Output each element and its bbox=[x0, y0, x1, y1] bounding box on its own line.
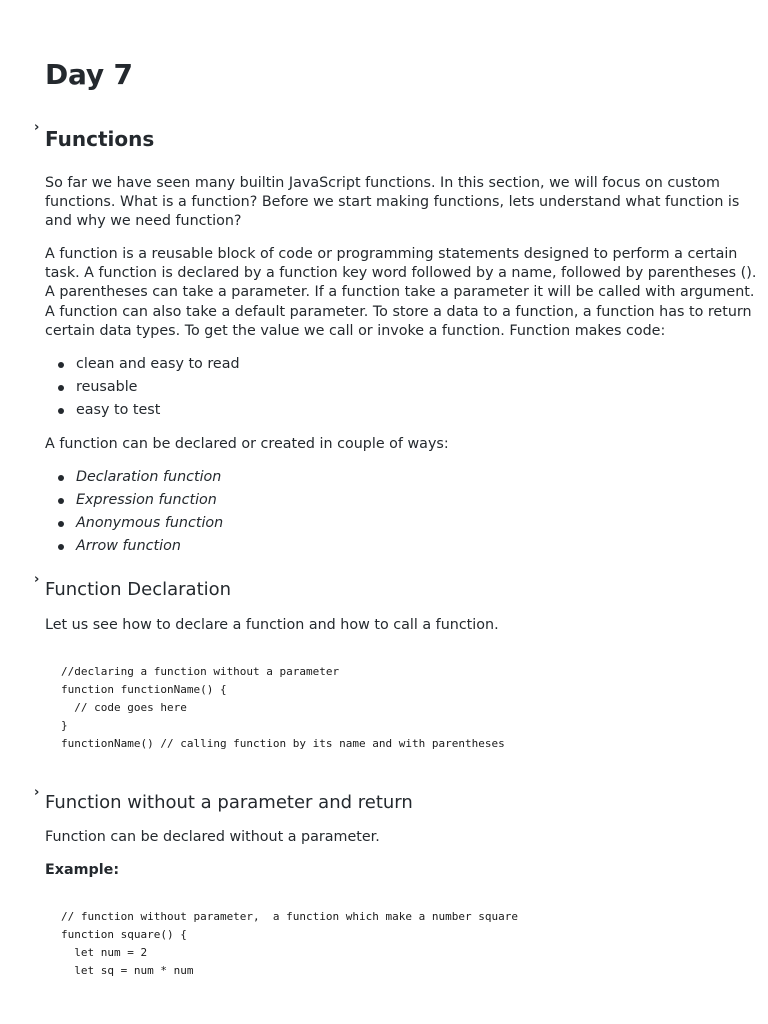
section-heading-functions: Functions bbox=[45, 127, 155, 151]
paragraph-line: A function is a reusable block of code or programming statements designed to perform a certain bbox=[45, 246, 738, 262]
list-item: Arrow function bbox=[45, 535, 223, 558]
list-item: Anonymous function bbox=[45, 512, 223, 535]
list-item: reusable bbox=[45, 376, 240, 399]
page-title: Day 7 bbox=[45, 58, 133, 91]
example-label: Example: bbox=[45, 862, 120, 878]
paragraph-line: A function can also take a default parameter. To store a data to a function, a function has to return bbox=[45, 303, 752, 320]
heading-anchor-link[interactable]: › bbox=[34, 572, 40, 587]
paragraph-line: and why we need function? bbox=[45, 213, 242, 230]
list-item: clean and easy to read bbox=[45, 353, 240, 376]
paragraph-definition bbox=[45, 245, 757, 341]
benefits-list bbox=[45, 353, 240, 422]
heading-anchor-link[interactable]: › bbox=[34, 785, 40, 800]
heading-anchor-link[interactable]: › bbox=[34, 120, 40, 135]
list-item: Declaration function bbox=[45, 466, 223, 489]
paragraph-ways-intro: A function can be declared or created in couple of ways: bbox=[45, 436, 449, 452]
section-heading-function-without-parameter: Function without a parameter and return bbox=[45, 792, 413, 813]
section-heading-function-declaration: Function Declaration bbox=[45, 579, 232, 600]
list-item: Expression function bbox=[45, 489, 223, 512]
paragraph-intro bbox=[45, 174, 740, 232]
code-block-declaration: //declaring a function without a parameter function functionName() { // code goes here } functionName() // calling function by its name and with parentheses bbox=[61, 665, 505, 750]
paragraph-no-param: Function can be declared without a parameter. bbox=[45, 829, 380, 845]
list-item: easy to test bbox=[45, 399, 240, 422]
paragraph-line: task. A function is declared by a function key word followed by a name, followed by parentheses (). bbox=[45, 265, 757, 282]
paragraph-line: functions. What is a function? Before we start making functions, lets understand what function is bbox=[45, 194, 740, 211]
ways-list bbox=[45, 466, 223, 558]
paragraph-line: A parentheses can take a parameter. If a function take a parameter it will be called with argument. bbox=[45, 284, 755, 301]
paragraph-line: certain data types. To get the value we call or invoke a function. Function makes code: bbox=[45, 322, 666, 339]
code-block-square: // function without parameter, a function which make a number square function square() { let num = 2 let sq = num * num bbox=[61, 910, 518, 977]
paragraph-declaration: Let us see how to declare a function and how to call a function. bbox=[45, 617, 499, 633]
paragraph-line: So far we have seen many builtin JavaScript functions. In this section, we will focus on custom bbox=[45, 175, 720, 191]
